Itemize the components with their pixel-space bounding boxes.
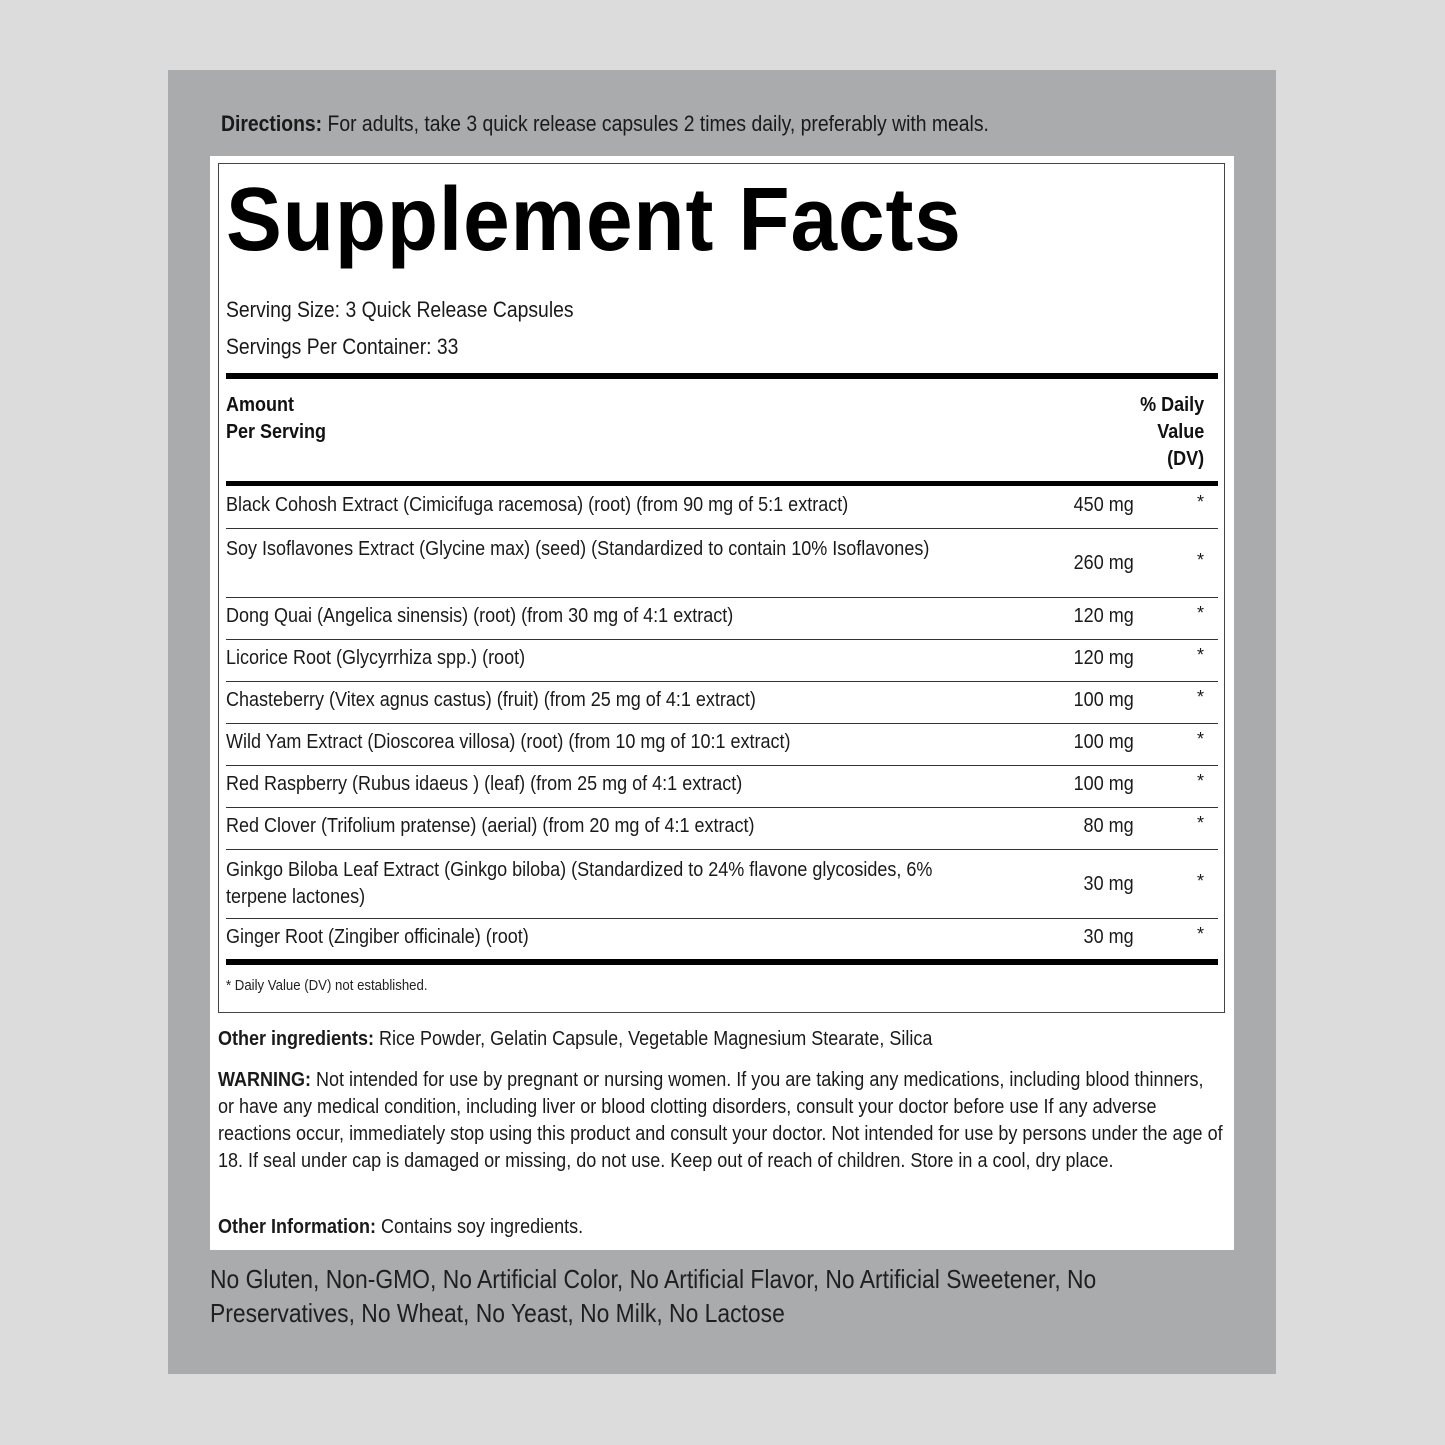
other-information-text: Contains soy ingredients. xyxy=(375,1216,584,1238)
ingredient-daily-value: * xyxy=(1196,550,1204,570)
other-information xyxy=(218,1214,1228,1241)
ingredient-name: Ginger Root (Zingiber officinale) (root) xyxy=(226,926,529,948)
ingredient-row xyxy=(226,529,1218,598)
other-information-label: Other Information: xyxy=(218,1216,376,1238)
ingredient-name: Licorice Root (Glycyrrhiza spp.) (root) xyxy=(226,647,526,669)
ingredient-daily-value: * xyxy=(1196,813,1204,833)
ingredient-row xyxy=(226,487,1218,529)
ingredient-daily-value: * xyxy=(1196,871,1204,891)
ingredient-daily-value: * xyxy=(1196,729,1204,749)
ingredient-row xyxy=(226,766,1218,808)
ingredient-amount: 30 mg xyxy=(1083,926,1134,948)
directions-body: For adults, take 3 quick release capsules 2 times daily, preferably with meals. xyxy=(322,111,989,136)
ingredient-name: Red Raspberry (Rubus idaeus ) (leaf) (from 25 mg of 4:1 extract) xyxy=(226,773,743,795)
divider-thick-top xyxy=(226,373,1218,379)
dv-footnote: * Daily Value (DV) not established. xyxy=(226,977,428,994)
ingredient-amount: 450 mg xyxy=(1073,494,1134,516)
supplement-facts-title: Supplement Facts xyxy=(226,170,962,270)
ingredient-row xyxy=(226,724,1218,766)
ingredient-amount: 100 mg xyxy=(1073,731,1134,753)
ingredient-name: Black Cohosh Extract (Cimicifuga racemosa) (root) (from 90 mg of 5:1 extract) xyxy=(226,494,849,516)
ingredients-table xyxy=(226,487,1218,961)
warning xyxy=(218,1067,1228,1175)
ingredient-daily-value: * xyxy=(1196,924,1204,944)
ingredient-name: Red Clover (Trifolium pratense) (aerial) (from 20 mg of 4:1 extract) xyxy=(226,815,755,837)
ingredient-amount: 100 mg xyxy=(1073,773,1134,795)
ingredient-name: Chasteberry (Vitex agnus castus) (fruit) (from 25 mg of 4:1 extract) xyxy=(226,689,756,711)
warning-text: Not intended for use by pregnant or nursing women. If you are taking any medications, including blood thinners, or have any medical condition, including liver or blood clotting disorders, consult your doctor before use If any adverse reactions occur, immediately stop using this product and consult your doctor. Not intended for use by persons under the age of 18. If seal under cap is damaged or missing, do not use. Keep out of reach of children. Store in a cool, dry place. xyxy=(218,1069,1223,1172)
ingredient-amount: 120 mg xyxy=(1073,605,1134,627)
ingredient-amount: 120 mg xyxy=(1073,647,1134,669)
free-from-statement: No Gluten, Non-GMO, No Artificial Color, No Artificial Flavor, No Artificial Sweetener, No Preservatives, No Wheat, No Yeast, No Milk, No Lactose xyxy=(210,1264,1097,1328)
header-amount-per-serving: Amount Per Serving xyxy=(226,394,327,443)
divider-thick-bottom xyxy=(226,959,1218,965)
ingredient-name: Dong Quai (Angelica sinensis) (root) (from 30 mg of 4:1 extract) xyxy=(226,605,734,627)
directions-label: Directions: xyxy=(221,111,323,136)
serving-size: Serving Size: 3 Quick Release Capsules xyxy=(226,297,574,322)
ingredient-daily-value: * xyxy=(1196,687,1204,707)
ingredient-row xyxy=(226,598,1218,640)
ingredient-row xyxy=(226,808,1218,850)
other-ingredients-text: Rice Powder, Gelatin Capsule, Vegetable Magnesium Stearate, Silica xyxy=(374,1028,933,1050)
servings-per-container: Servings Per Container: 33 xyxy=(226,334,459,359)
divider-thick-header xyxy=(226,481,1218,486)
other-ingredients-label: Other ingredients: xyxy=(218,1028,375,1050)
ingredient-amount: 260 mg xyxy=(1073,552,1134,574)
ingredient-daily-value: * xyxy=(1196,492,1204,512)
ingredient-amount: 80 mg xyxy=(1083,815,1134,837)
ingredient-row xyxy=(226,682,1218,724)
ingredient-name: Soy Isoflavones Extract (Glycine max) (seed) (Standardized to contain 10% Isoflavones) xyxy=(226,538,930,560)
ingredient-row xyxy=(226,919,1218,961)
directions-text xyxy=(221,110,1094,138)
ingredient-daily-value: * xyxy=(1196,645,1204,665)
ingredient-row xyxy=(226,640,1218,682)
ingredient-daily-value: * xyxy=(1196,603,1204,623)
ingredient-amount: 30 mg xyxy=(1083,873,1134,895)
warning-label: WARNING: xyxy=(218,1069,311,1091)
ingredient-daily-value: * xyxy=(1196,771,1204,791)
header-daily-value: % Daily Value (DV) xyxy=(1139,394,1204,470)
ingredient-amount: 100 mg xyxy=(1073,689,1134,711)
other-ingredients xyxy=(218,1026,1228,1053)
ingredient-row xyxy=(226,850,1218,919)
ingredient-name: Wild Yam Extract (Dioscorea villosa) (root) (from 10 mg of 10:1 extract) xyxy=(226,731,791,753)
ingredient-name: Ginkgo Biloba Leaf Extract (Ginkgo biloba) (Standardized to 24% flavone glycosides, 6% terpene lactones) xyxy=(226,859,933,908)
